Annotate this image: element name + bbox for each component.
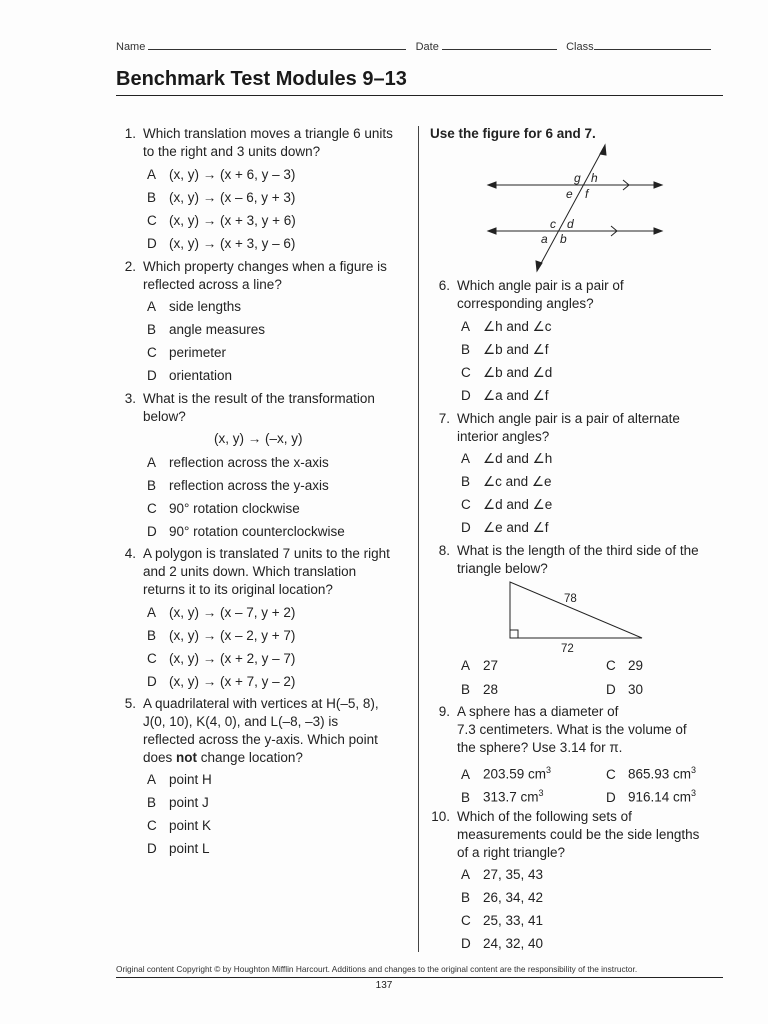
- option-8a[interactable]: [461, 657, 498, 674]
- option-2d[interactable]: [147, 367, 232, 384]
- question-text: Which property changes when a figure is: [143, 259, 387, 274]
- option-2b[interactable]: [147, 321, 265, 338]
- question-text: returns it to its original location?: [143, 582, 333, 597]
- option-letter: B: [461, 342, 471, 357]
- exponent: 3: [546, 765, 552, 775]
- option-letter: B: [461, 682, 471, 697]
- option-text: ∠b and ∠f: [483, 342, 549, 357]
- question-text: A sphere has a diameter of: [457, 704, 619, 719]
- option-letter: D: [147, 236, 157, 251]
- option-letter: D: [461, 520, 471, 535]
- option-text: point K: [169, 818, 212, 833]
- angle-label-e: e: [566, 187, 573, 201]
- option-6c[interactable]: [461, 364, 552, 381]
- option-letter: B: [147, 190, 157, 205]
- option-3b[interactable]: [147, 477, 329, 494]
- option-3c[interactable]: [147, 500, 300, 517]
- option-letter: C: [606, 658, 616, 673]
- parallel-lines-figure: [484, 143, 666, 273]
- option-text: 90° rotation clockwise: [169, 501, 300, 516]
- footer-rule: [116, 977, 723, 978]
- text-fragment: does: [143, 750, 177, 765]
- option-text: point H: [169, 772, 212, 787]
- option-letter: C: [147, 651, 157, 666]
- angle-label-b: b: [560, 232, 567, 246]
- option-text: orientation: [169, 368, 233, 383]
- option-7d[interactable]: [461, 519, 549, 536]
- right-triangle-figure: [500, 578, 650, 656]
- option-text: (x, y) → (x + 3, y + 6): [169, 213, 296, 228]
- option-5a[interactable]: [147, 771, 212, 788]
- title-rule: [116, 95, 723, 96]
- option-text: point J: [169, 795, 209, 810]
- arrowhead-icon: [654, 228, 662, 234]
- option-7c[interactable]: [461, 496, 552, 513]
- text-fragment: change location?: [197, 750, 303, 765]
- option-text: point L: [169, 841, 210, 856]
- option-letter: B: [147, 322, 157, 337]
- option-10b[interactable]: [461, 889, 543, 906]
- option-8d[interactable]: [606, 681, 643, 698]
- option-6a[interactable]: [461, 318, 552, 335]
- option-letter: B: [147, 478, 157, 493]
- question-text: reflected across the y-axis. Which point: [143, 732, 378, 747]
- question-number: 8.: [438, 543, 450, 558]
- option-text: 28: [483, 682, 499, 697]
- question-text: the sphere? Use 3.14 for π.: [457, 740, 623, 755]
- column-divider: [418, 126, 419, 952]
- option-letter: D: [147, 841, 157, 856]
- option-letter: D: [147, 524, 157, 539]
- option-letter: B: [147, 795, 157, 810]
- option-9c[interactable]: [606, 762, 696, 783]
- option-text: (x, y) → (x + 6, y – 3): [169, 167, 296, 182]
- option-letter: C: [461, 497, 471, 512]
- question-number: 4.: [124, 546, 136, 561]
- option-6d[interactable]: [461, 387, 549, 404]
- option-letter: A: [147, 299, 157, 314]
- option-text: 30: [628, 682, 644, 697]
- option-text: 27, 35, 43: [483, 867, 544, 882]
- page-number: 137: [375, 980, 393, 991]
- option-text: (x, y) → (x + 2, y – 7): [169, 651, 296, 666]
- question-text: corresponding angles?: [457, 296, 594, 311]
- option-text: 29: [628, 658, 644, 673]
- angle-label-h: h: [591, 171, 598, 185]
- option-text: 313.7 cm: [483, 789, 539, 805]
- option-text: 27: [483, 658, 499, 673]
- arrowhead-icon: [654, 182, 662, 188]
- question-text: to the right and 3 units down?: [143, 144, 321, 159]
- question-text: reflected across a line?: [143, 277, 282, 292]
- option-text: 90° rotation counterclockwise: [169, 524, 345, 539]
- option-8c[interactable]: [606, 657, 643, 674]
- option-text: 26, 34, 42: [483, 890, 544, 905]
- question-text: Which of the following sets of: [457, 809, 632, 824]
- name-blank[interactable]: [148, 38, 406, 50]
- question-text: A quadrilateral with vertices at H(–5, 8),: [143, 696, 379, 711]
- option-2c[interactable]: [147, 344, 226, 361]
- option-9d[interactable]: [606, 785, 696, 806]
- question-text: measurements could be the side lengths: [457, 827, 700, 842]
- question-number: 3.: [124, 391, 136, 406]
- right-angle-mark-icon: [510, 630, 518, 638]
- option-letter: C: [147, 818, 157, 833]
- question-number: 5.: [124, 696, 136, 711]
- option-6b[interactable]: [461, 341, 549, 358]
- option-7b[interactable]: [461, 473, 552, 490]
- option-text: perimeter: [169, 345, 227, 360]
- angle-label-d: d: [567, 217, 574, 231]
- option-1c[interactable]: [147, 212, 296, 229]
- question-text: Which angle pair is a pair of: [457, 278, 624, 293]
- option-letter: A: [461, 658, 471, 673]
- option-3d[interactable]: [147, 523, 345, 540]
- option-text: (x, y) → (x – 7, y + 2): [169, 605, 296, 620]
- question-text: below?: [143, 409, 186, 424]
- option-text: ∠a and ∠f: [483, 388, 549, 403]
- transversal-line: [538, 147, 604, 269]
- question-text: A polygon is translated 7 units to the right: [143, 546, 390, 561]
- arrowhead-icon: [488, 228, 496, 234]
- question-number: 9.: [438, 704, 450, 719]
- question-text: What is the length of the third side of the: [457, 543, 699, 558]
- option-5d[interactable]: [147, 840, 210, 857]
- option-letter: D: [606, 789, 616, 805]
- option-text: (x, y) → (x + 7, y – 2): [169, 674, 296, 689]
- option-3a[interactable]: [147, 454, 329, 471]
- option-1b[interactable]: [147, 189, 295, 206]
- option-text: ∠h and ∠c: [483, 319, 552, 334]
- option-letter: C: [461, 913, 471, 928]
- option-letter: B: [461, 474, 471, 489]
- option-10c[interactable]: [461, 912, 543, 929]
- option-letter: A: [147, 605, 157, 620]
- option-letter: B: [461, 789, 471, 805]
- option-text: ∠b and ∠d: [483, 365, 553, 380]
- option-text: (x, y) → (x + 3, y – 6): [169, 236, 296, 251]
- option-letter: B: [147, 628, 157, 643]
- angle-label-a: a: [541, 232, 548, 246]
- option-text: 24, 32, 40: [483, 936, 544, 951]
- option-text: side lengths: [169, 299, 242, 314]
- question-text: 7.3 centimeters. What is the volume of: [457, 722, 687, 737]
- question-text: J(0, 10), K(4, 0), and L(–8, –3) is: [143, 714, 339, 729]
- date-label: Date: [415, 41, 439, 53]
- emphasis-not: not: [176, 750, 198, 765]
- exponent: 3: [691, 765, 697, 775]
- option-text: reflection across the y-axis: [169, 478, 329, 493]
- question-text: What is the result of the transformation: [143, 391, 375, 406]
- arrowhead-icon: [600, 145, 606, 155]
- page-title: Benchmark Test Modules 9–13: [116, 68, 407, 90]
- option-4d[interactable]: [147, 673, 295, 690]
- option-letter: A: [147, 167, 157, 182]
- option-1a[interactable]: [147, 166, 295, 183]
- question-text: and 2 units down. Which translation: [143, 564, 357, 579]
- option-letter: A: [461, 451, 471, 466]
- option-9b[interactable]: [461, 785, 544, 806]
- header-line: [116, 38, 711, 53]
- option-text: 865.93 cm: [628, 766, 692, 782]
- option-8b[interactable]: [461, 681, 498, 698]
- question-number: 1.: [124, 126, 136, 141]
- question-number: 10.: [431, 809, 450, 824]
- option-letter: A: [461, 319, 471, 334]
- option-text: ∠d and ∠h: [483, 451, 553, 466]
- angle-label-g: g: [574, 171, 581, 185]
- question-text: triangle below?: [457, 561, 548, 576]
- copyright-footer: Original content Copyright © by Houghton Mifflin Harcourt. Additions and changes to the original content are the responsibility of the instructor.: [116, 964, 638, 974]
- option-text: 203.59 cm: [483, 766, 547, 782]
- hypotenuse-label: 78: [564, 593, 577, 605]
- option-7a[interactable]: [461, 450, 552, 467]
- base-label: 72: [561, 643, 574, 655]
- option-text: ∠c and ∠e: [483, 474, 552, 489]
- option-letter: C: [147, 213, 157, 228]
- question-text: Which angle pair is a pair of alternate: [457, 411, 680, 426]
- name-label: Name: [116, 41, 146, 53]
- option-4a[interactable]: [147, 604, 295, 621]
- option-letter: A: [147, 455, 157, 470]
- option-letter: D: [461, 388, 471, 403]
- question-text: Which translation moves a triangle 6 units: [143, 126, 393, 141]
- option-letter: D: [606, 682, 616, 697]
- question-number: 6.: [438, 278, 450, 293]
- class-label: Class: [566, 41, 594, 53]
- option-4c[interactable]: [147, 650, 295, 667]
- option-letter: C: [606, 766, 616, 782]
- option-10a[interactable]: [461, 866, 543, 883]
- option-5b[interactable]: [147, 794, 209, 811]
- option-5c[interactable]: [147, 817, 211, 834]
- option-1d[interactable]: [147, 235, 295, 252]
- option-9a[interactable]: [461, 762, 551, 783]
- option-text: reflection across the x-axis: [169, 455, 329, 470]
- question-text: interior angles?: [457, 429, 550, 444]
- option-text: angle measures: [169, 322, 266, 337]
- option-text: (x, y) → (x – 6, y + 3): [169, 190, 296, 205]
- option-letter: A: [461, 766, 471, 782]
- question-text: [143, 749, 303, 767]
- transformation-rule: (x, y) → (–x, y): [214, 431, 303, 446]
- option-text: ∠e and ∠f: [483, 520, 549, 535]
- date-blank[interactable]: [442, 38, 557, 50]
- option-letter: C: [461, 365, 471, 380]
- option-text: 916.14 cm: [628, 789, 692, 805]
- option-letter: D: [147, 368, 157, 383]
- exponent: 3: [538, 788, 544, 798]
- option-text: ∠d and ∠e: [483, 497, 553, 512]
- question-number: 2.: [124, 259, 136, 274]
- option-letter: A: [147, 772, 157, 787]
- figure-instruction: Use the figure for 6 and 7.: [430, 126, 596, 141]
- option-2a[interactable]: [147, 298, 241, 315]
- option-letter: D: [461, 936, 471, 951]
- option-letter: D: [147, 674, 157, 689]
- option-text: (x, y) → (x – 2, y + 7): [169, 628, 296, 643]
- question-text: of a right triangle?: [457, 845, 566, 860]
- option-letter: C: [147, 345, 157, 360]
- angle-label-f: f: [585, 187, 589, 201]
- arrowhead-icon: [488, 182, 496, 188]
- option-text: 25, 33, 41: [483, 913, 544, 928]
- option-4b[interactable]: [147, 627, 295, 644]
- option-letter: C: [147, 501, 157, 516]
- option-letter: B: [461, 890, 471, 905]
- question-number: 7.: [438, 411, 450, 426]
- option-10d[interactable]: [461, 935, 543, 952]
- option-letter: A: [461, 867, 471, 882]
- angle-label-c: c: [550, 217, 556, 231]
- class-blank[interactable]: [594, 38, 711, 50]
- arrowhead-icon: [536, 261, 542, 271]
- triangle-shape: [510, 582, 642, 638]
- exponent: 3: [691, 788, 697, 798]
